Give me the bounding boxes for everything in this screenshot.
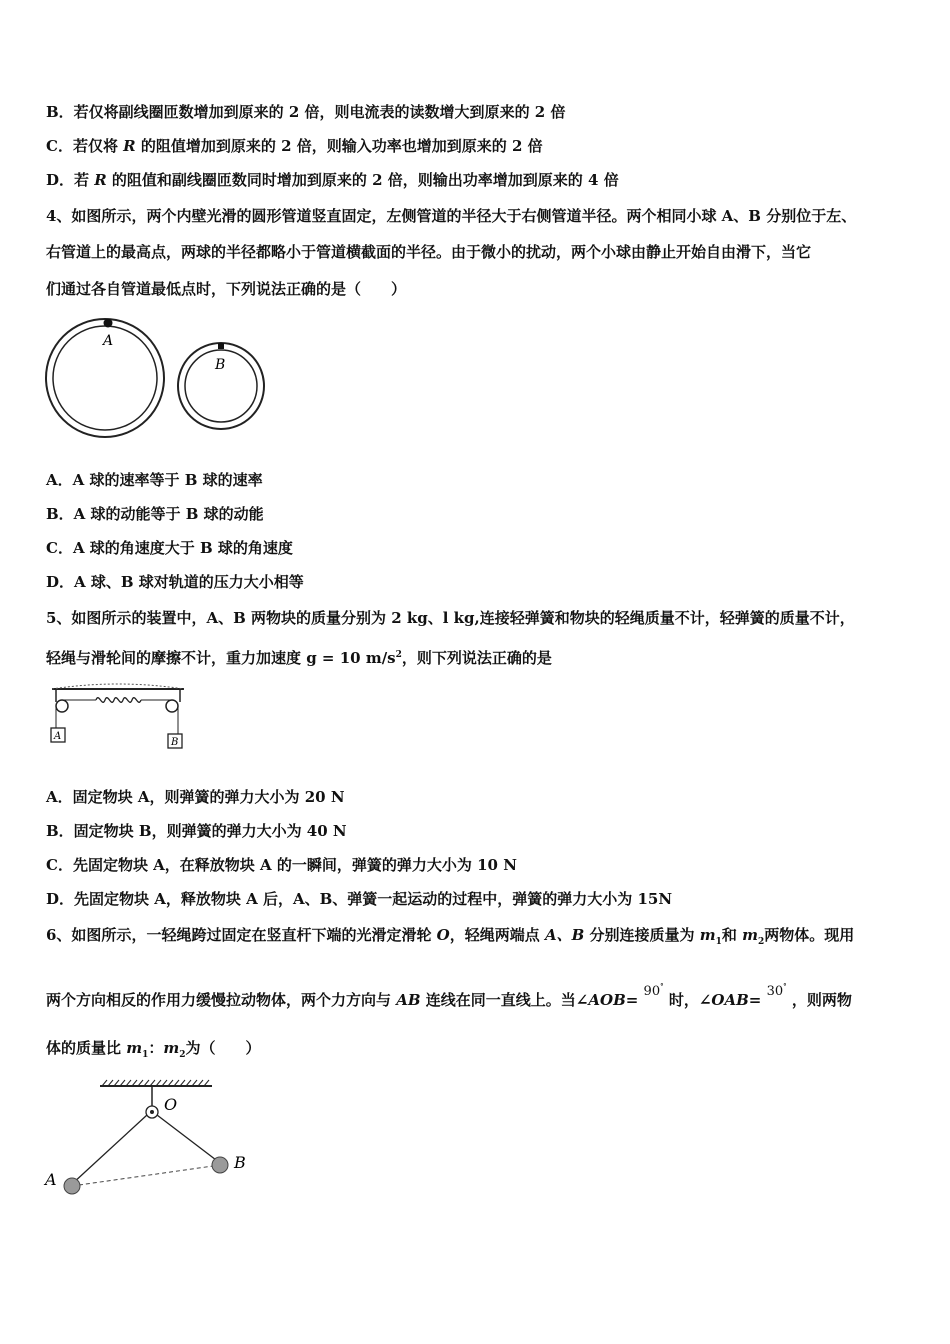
subscript-1: 1 bbox=[715, 937, 722, 947]
spring bbox=[96, 698, 141, 703]
label-a: A bbox=[45, 1170, 57, 1189]
q5-option-b: B．固定物块 B，则弹簧的弹力大小为 40 N bbox=[46, 822, 347, 840]
label-a: A bbox=[54, 731, 62, 742]
dashed-ab bbox=[72, 1165, 220, 1186]
q6-text: 分别连接质量为 bbox=[584, 926, 700, 944]
angle-30: 30 bbox=[766, 984, 784, 999]
q4-stem-line3: 们通过各自管道最低点时，下列说法正确的是（ ） bbox=[46, 280, 407, 298]
subscript-1: 1 bbox=[142, 1050, 149, 1060]
q6-text: ，轻绳两端点 bbox=[449, 926, 545, 944]
q6-text: ： bbox=[148, 1039, 164, 1057]
label-b: B bbox=[234, 1153, 246, 1172]
ball-b bbox=[218, 343, 224, 349]
q6-text: 体的质量比 bbox=[46, 1039, 127, 1057]
option-c-text-end: 的阻值增加到原来的 2 倍，则输入功率也增加到原来的 2 倍 bbox=[135, 137, 543, 155]
var-m2: m bbox=[742, 926, 759, 944]
q6-text: = bbox=[748, 991, 767, 1009]
option-d-text-end: 的阻值和副线圈匝数同时增加到原来的 2 倍，则输出功率增加到原来的 4 倍 bbox=[106, 171, 619, 189]
degree-sign: ° bbox=[783, 982, 787, 991]
q6-stem-line1 bbox=[46, 925, 910, 952]
right-pulley bbox=[166, 700, 178, 712]
q5-stem-line2 bbox=[46, 645, 910, 668]
option-b-prev: B．若仅将副线圈匝数增加到原来的 2 倍，则电流表的读数增大到原来的 2 倍 bbox=[46, 103, 566, 121]
option-c-text: C．若仅将 bbox=[46, 137, 124, 155]
var-m1: m bbox=[699, 926, 716, 944]
subscript-2: 2 bbox=[758, 937, 765, 947]
q6-figure-pulley bbox=[42, 1078, 272, 1203]
superscript-2: 2 bbox=[395, 650, 402, 660]
label-b: B bbox=[171, 737, 179, 748]
q5-stem-text-end: ，则下列说法正确的是 bbox=[401, 649, 552, 667]
q4-stem-line1: 4、如图所示，两个内壁光滑的圆形管道竖直固定，左侧管道的半径大于右侧管道半径。两个相同小球 A、B 分别位于左、 bbox=[46, 207, 857, 225]
q5-option-c: C．先固定物块 A，在释放物块 A 的一瞬间，弹簧的弹力大小为 10 N bbox=[46, 856, 517, 874]
angle-90: 90 bbox=[643, 984, 661, 999]
label-a: A bbox=[103, 333, 114, 349]
q6-text: 时，∠ bbox=[663, 991, 712, 1009]
label-b: B bbox=[215, 357, 226, 373]
q6-text: 两个方向相反的作用力缓慢拉动物体，两个力方向与 bbox=[46, 991, 397, 1009]
var-oab: OAB bbox=[711, 991, 749, 1009]
q6-text: 和 bbox=[721, 926, 743, 944]
q6-stem-line2 bbox=[46, 982, 910, 1010]
label-o: O bbox=[164, 1095, 178, 1114]
ball-a bbox=[64, 1178, 80, 1194]
right-tube-outer bbox=[178, 343, 264, 429]
q4-option-c: C．A 球的角速度大于 B 球的角速度 bbox=[46, 539, 293, 557]
var-r: R bbox=[94, 171, 107, 189]
subscript-2: 2 bbox=[179, 1050, 186, 1060]
q4-option-b: B．A 球的动能等于 B 球的动能 bbox=[46, 505, 264, 523]
option-d-prev bbox=[46, 170, 910, 190]
q4-option-a: A．A 球的速率等于 B 球的速率 bbox=[46, 471, 263, 489]
q6-text: ，则两物 bbox=[786, 991, 852, 1009]
q5-option-a: A．固定物块 A，则弹簧的弹力大小为 20 N bbox=[46, 788, 345, 806]
ball-a bbox=[104, 319, 113, 328]
option-c-prev bbox=[46, 136, 910, 156]
var-m2: m bbox=[163, 1039, 180, 1057]
option-d-text: D．若 bbox=[46, 171, 95, 189]
q6-text: 连线在同一直线上。当∠ bbox=[420, 991, 589, 1009]
degree-sign: ° bbox=[660, 982, 664, 991]
q5-figure-spring-device bbox=[48, 676, 193, 751]
q5-option-d: D．先固定物块 A，释放物块 A 后，A、B、弹簧一起运动的过程中，弹簧的弹力大小为 15N bbox=[46, 890, 673, 908]
q4-option-d: D．A 球、B 球对轨道的压力大小相等 bbox=[46, 573, 304, 591]
ball-b bbox=[212, 1157, 228, 1173]
q5-stem-text: 轻绳与滑轮间的摩擦不计，重力加速度 g = 10 m/s bbox=[46, 649, 396, 667]
q6-text: 6、如图所示，一轻绳跨过固定在竖直杆下端的光滑定滑轮 bbox=[46, 926, 437, 944]
var-ab: AB bbox=[396, 991, 421, 1009]
var-aob: AOB bbox=[588, 991, 626, 1009]
pulley-axle bbox=[150, 1110, 154, 1114]
rope-oa bbox=[72, 1115, 147, 1184]
left-pulley bbox=[56, 700, 68, 712]
q4-figure-tubes bbox=[42, 314, 272, 444]
var-r: R bbox=[123, 137, 136, 155]
q5-stem-line1: 5、如图所示的装置中，A、B 两物块的质量分别为 2 kg、l kg,连接轻弹簧和物块的轻绳质量不计，轻弹簧的质量不计， bbox=[46, 609, 855, 627]
rope-ob bbox=[157, 1115, 220, 1163]
q6-text: 两物体。现用 bbox=[764, 926, 855, 944]
q6-stem-line3 bbox=[46, 1038, 910, 1065]
q6-text: = bbox=[625, 991, 644, 1009]
var-m1: m bbox=[126, 1039, 143, 1057]
var-o: O bbox=[436, 926, 450, 944]
var-ab: A、B bbox=[544, 926, 585, 944]
q4-stem-line2: 右管道上的最高点，两球的半径都略小于管道横截面的半径。由于微小的扰动，两个小球由静止开始自由滑下，当它 bbox=[46, 243, 812, 261]
q6-text: 为（ ） bbox=[185, 1039, 261, 1057]
